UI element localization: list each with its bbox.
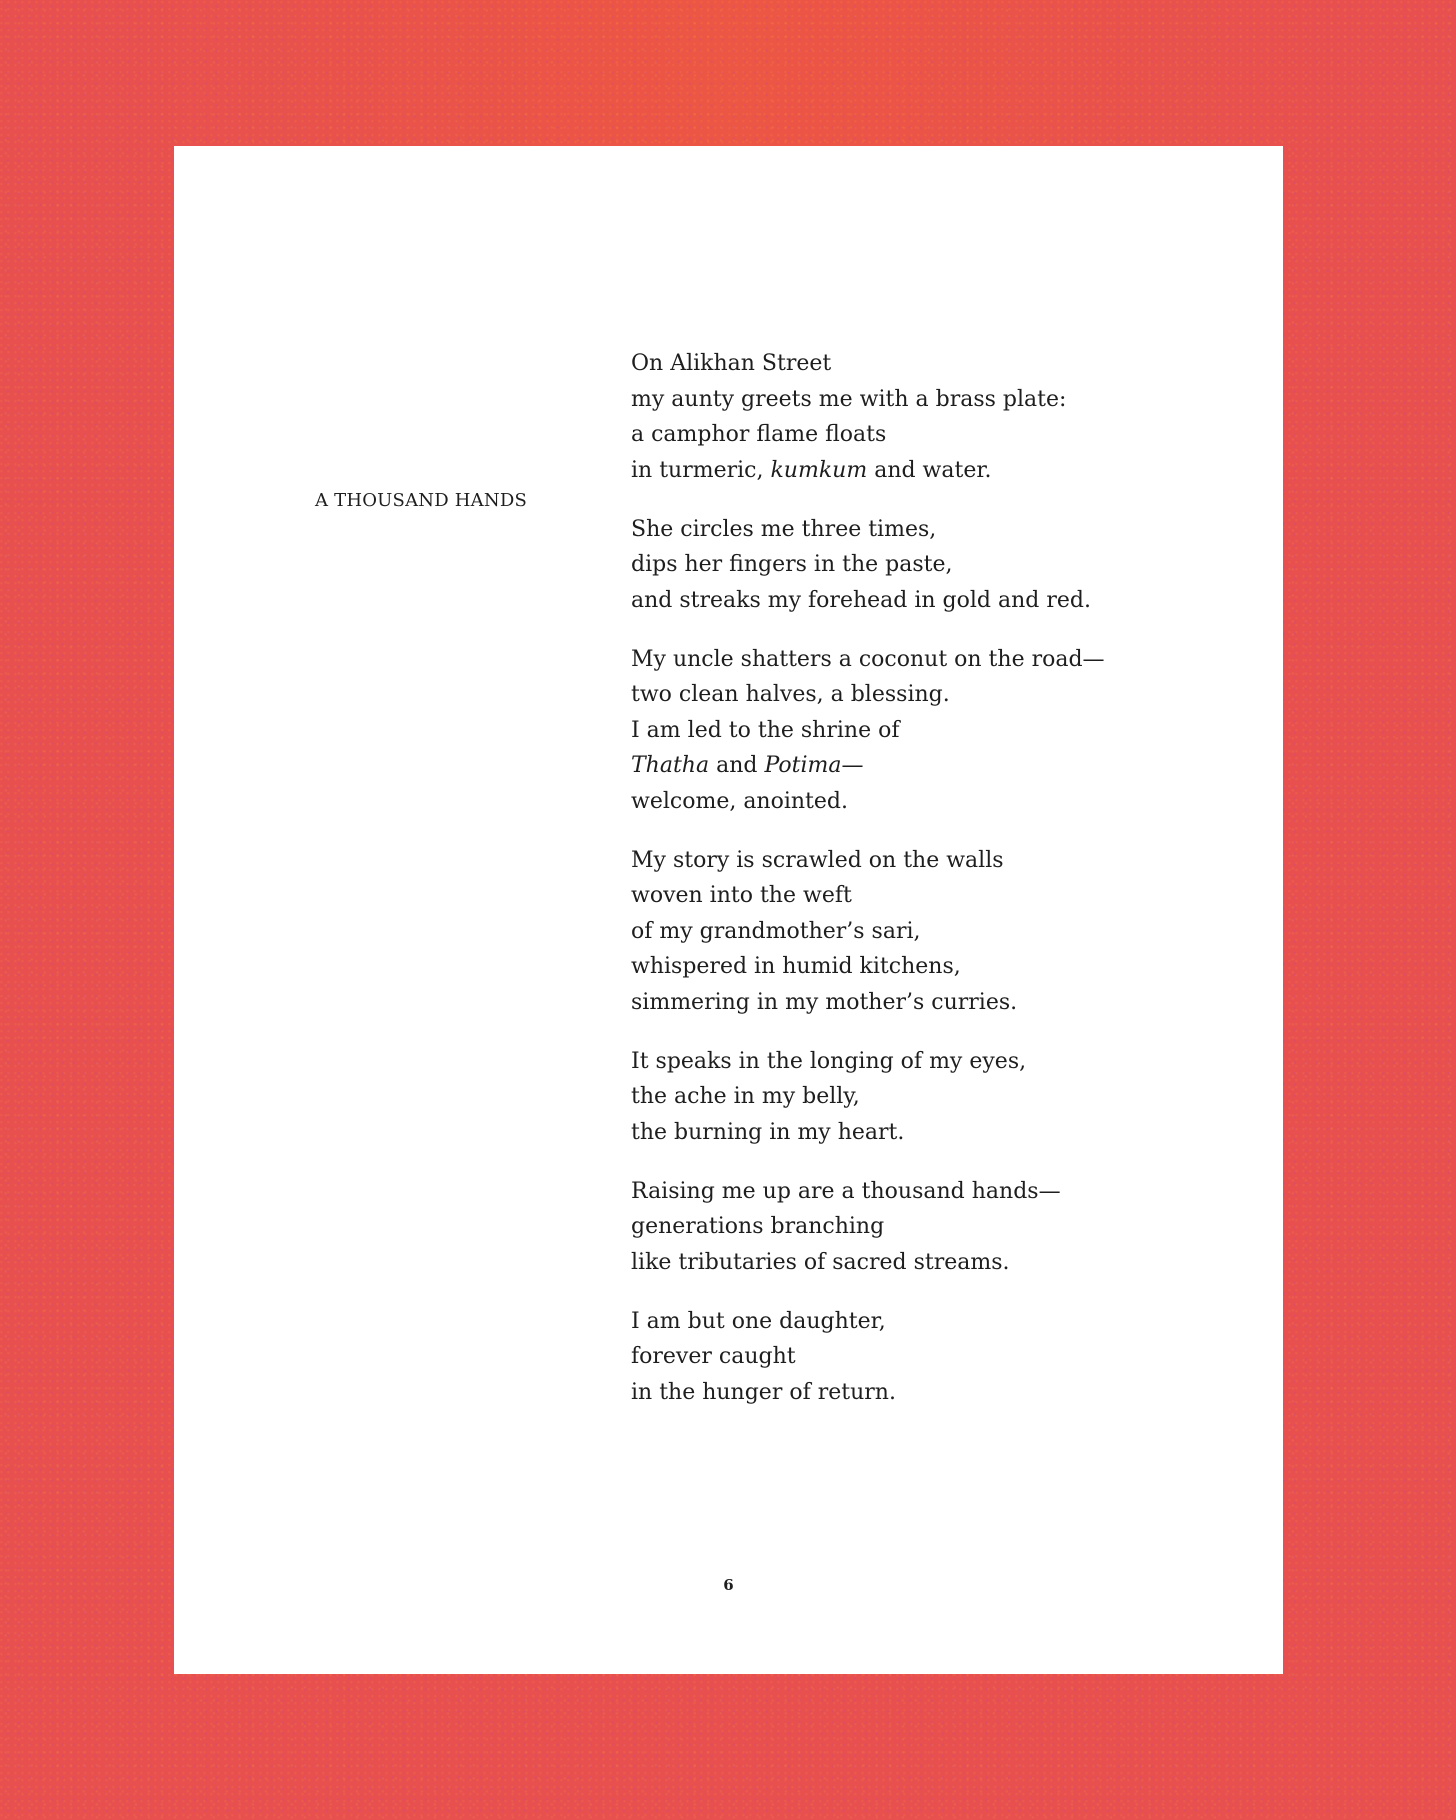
stanza-1 (631, 346, 1231, 488)
poem-line: I am but one daughter, (631, 1308, 886, 1334)
stanza-3 (631, 642, 1231, 820)
poem-line: On Alikhan Street (631, 351, 832, 376)
poem-line: I am led to the shrine of (631, 717, 900, 743)
line-segment: in turmeric, (631, 457, 771, 483)
stanza-2 (631, 512, 1231, 619)
italic-word: Thatha (631, 753, 710, 778)
italic-word: kumkum (770, 457, 868, 483)
line-segment: — (841, 753, 864, 778)
italic-word: Potima (764, 753, 842, 778)
poem-line: My story is scrawled on the walls (631, 847, 1004, 873)
line-segment: and (709, 753, 765, 778)
poem-line: My uncle shatters a coconut on the road— (631, 646, 1105, 672)
poem-line: welcome, anointed. (631, 788, 848, 814)
stanza-6 (631, 1174, 1231, 1281)
stanza-4 (631, 843, 1231, 1021)
poem-line: in the hunger of return. (631, 1379, 896, 1405)
poem-line: simmering in my mother’s curries. (631, 989, 1018, 1015)
poem-line: and streaks my forehead in gold and red. (631, 587, 1091, 613)
poem-line: like tributaries of sacred streams. (631, 1249, 1010, 1275)
poem-line: forever caught (631, 1344, 796, 1369)
poem-line: Raising me up are a thousand hands— (631, 1178, 1061, 1204)
poem-line: the ache in my belly, (631, 1084, 860, 1109)
poem-line: generations branching (631, 1214, 885, 1239)
stanza-7 (631, 1304, 1231, 1411)
line-segment: and water. (867, 457, 992, 483)
poem-line: dips her fingers in the paste, (631, 552, 953, 577)
poem-line (631, 748, 1231, 784)
poem-line: two clean halves, a blessing. (631, 682, 950, 707)
stanza-5 (631, 1044, 1231, 1151)
page-number: 6 (723, 1576, 734, 1594)
poem-line: whispered in humid kitchens, (631, 954, 961, 979)
poem-line: a camphor flame floats (631, 422, 887, 447)
poem-line: She circles me three times, (631, 516, 937, 542)
poem-line: It speaks in the longing of my eyes, (631, 1048, 1027, 1074)
poem-line: woven into the weft (631, 883, 852, 908)
poem-line: my aunty greets me with a brass plate: (631, 386, 1067, 412)
poem-line: of my grandmother’s sari, (631, 918, 921, 944)
poem-body (631, 346, 1231, 1434)
book-page (174, 146, 1283, 1674)
poem-title: A THOUSAND HANDS (315, 490, 527, 511)
poem-line: the burning in my heart. (631, 1119, 905, 1145)
poem-line (631, 453, 1231, 489)
